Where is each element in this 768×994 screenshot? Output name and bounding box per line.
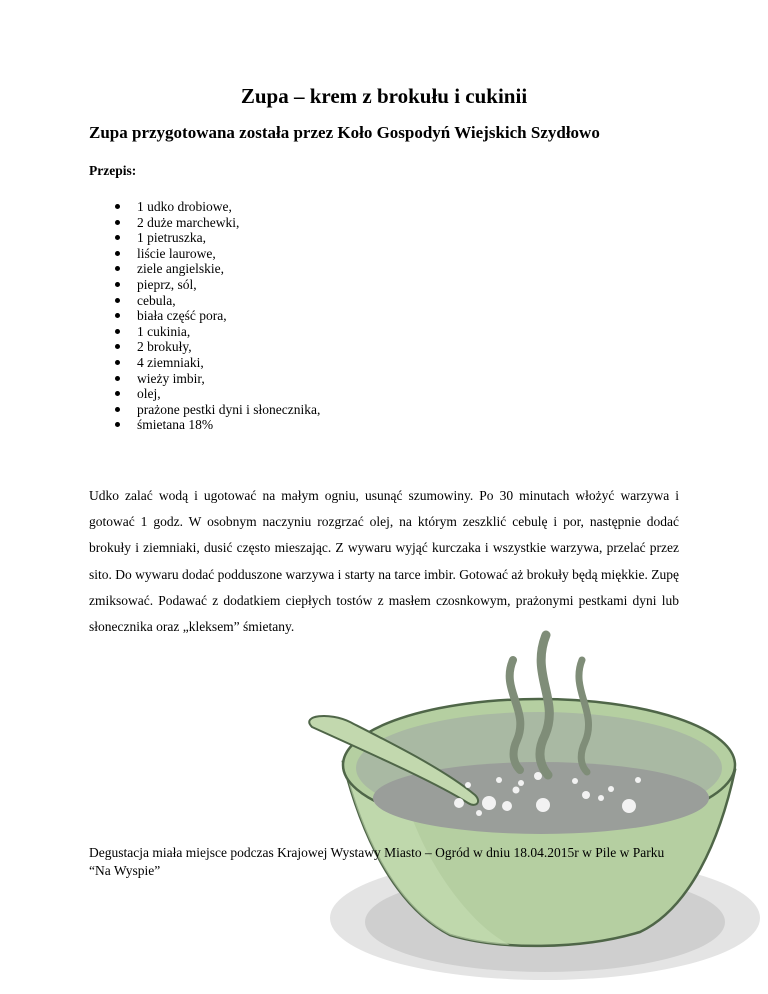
list-item: 1 pietruszka, bbox=[113, 230, 320, 246]
list-item: liście laurowe, bbox=[113, 246, 320, 262]
list-item: 2 brokuły, bbox=[113, 339, 320, 355]
list-item: 2 duże marchewki, bbox=[113, 215, 320, 231]
method-paragraph: Udko zalać wodą i ugotować na małym ogniu, usunąć szumowiny. Po 30 minutach włożyć warzywa i gotować 1 godz. W osobnym naczyniu rozgrzać olej, na którym zeszklić cebulę i por, następnie dodać brokuły i ziemniaki, dusić często mieszając. Z wywaru wyjąć kurczaka i wszystkie warzywa, przelać przez sito. Do wywaru dodać podduszone warzywa i starty na tarce imbir. Gotować aż brokuły będą miękkie. Zupę zmiksować. Podawać z dodatkiem ciepłych tostów z masłem czosnkowym, prażonymi pestkami dyni lub słonecznika oraz „kleksem” śmietany. bbox=[89, 488, 679, 635]
list-item: 4 ziemniaki, bbox=[113, 355, 320, 371]
list-item: olej, bbox=[113, 386, 320, 402]
list-item: 1 cukinia, bbox=[113, 324, 320, 340]
recipe-label: Przepis: bbox=[89, 163, 137, 178]
list-item: pieprz, sól, bbox=[113, 277, 320, 293]
footer-note: Degustacja miała miejsce podczas Krajowej Wystawy Miasto – Ogród w dniu 18.04.2015r w Pile w Parku “Na Wyspie” bbox=[89, 845, 665, 878]
page-title: Zupa – krem z brokułu i cukinii bbox=[240, 84, 528, 108]
subtitle: Zupa przygotowana została przez Koło Gospodyń Wiejskich Szydłowo bbox=[89, 123, 600, 142]
list-item: cebula, bbox=[113, 293, 320, 309]
list-item: 1 udko drobiowe, bbox=[113, 199, 320, 215]
list-item: śmietana 18% bbox=[113, 417, 320, 433]
list-item: ziele angielskie, bbox=[113, 261, 320, 277]
list-item: prażone pestki dyni i słonecznika, bbox=[113, 402, 320, 418]
list-item: biała część pora, bbox=[113, 308, 320, 324]
list-item: wieży imbir, bbox=[113, 371, 320, 387]
